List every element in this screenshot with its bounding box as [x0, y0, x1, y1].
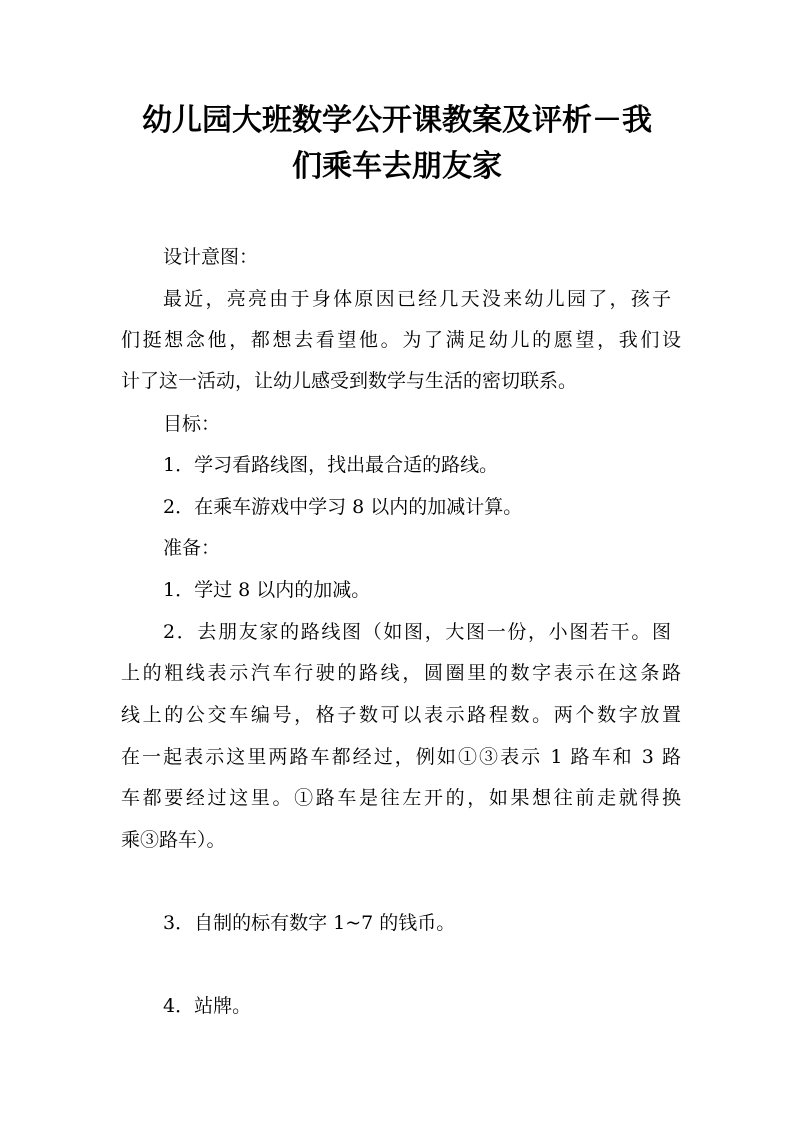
list-item: 2．在乘车游戏中学习 8 以内的加减计算。	[163, 496, 523, 518]
paragraph-line: 上的粗线表示汽车行驶的路线，圆圈里的数字表示在这条路	[121, 662, 681, 684]
section-heading-goals: 目标：	[163, 413, 221, 435]
paragraph-line: 计了这一活动，让幼儿感受到数学与生活的密切联系。	[121, 370, 578, 392]
section-heading-preparation: 准备：	[163, 537, 221, 559]
section-heading-design-intent: 设计意图：	[163, 246, 259, 268]
paragraph-line: 在一起表示这里两路车都经过，例如①③表示 1 路车和 3 路	[121, 746, 681, 768]
paragraph-line: 最近，亮亮由于身体原因已经几天没来幼儿园了，孩子	[163, 288, 671, 310]
list-item: 3．自制的标有数字 1~7 的钱币。	[163, 912, 456, 934]
paragraph-line: 车都要经过这里。①路车是往左开的，如果想往前走就得换	[121, 787, 681, 809]
paragraph-line: 们挺想念他，都想去看望他。为了满足幼儿的愿望，我们设	[121, 329, 681, 351]
title-line-2: 们乘车去朋友家	[292, 149, 502, 184]
list-item: 1．学过 8 以内的加减。	[163, 579, 371, 601]
paragraph-line: 线上的公交车编号，格子数可以表示路程数。两个数字放置	[121, 704, 681, 726]
document-title	[110, 98, 684, 190]
list-item: 2．去朋友家的路线图（如图，大图一份，小图若干。图	[163, 621, 671, 643]
title-line-1: 幼儿园大班数学公开课教案及评析－我	[142, 103, 652, 138]
list-item: 1．学习看路线图，找出最合适的路线。	[163, 454, 499, 476]
paragraph-line: 乘③路车）。	[121, 829, 226, 851]
list-item: 4．站牌。	[163, 995, 252, 1017]
